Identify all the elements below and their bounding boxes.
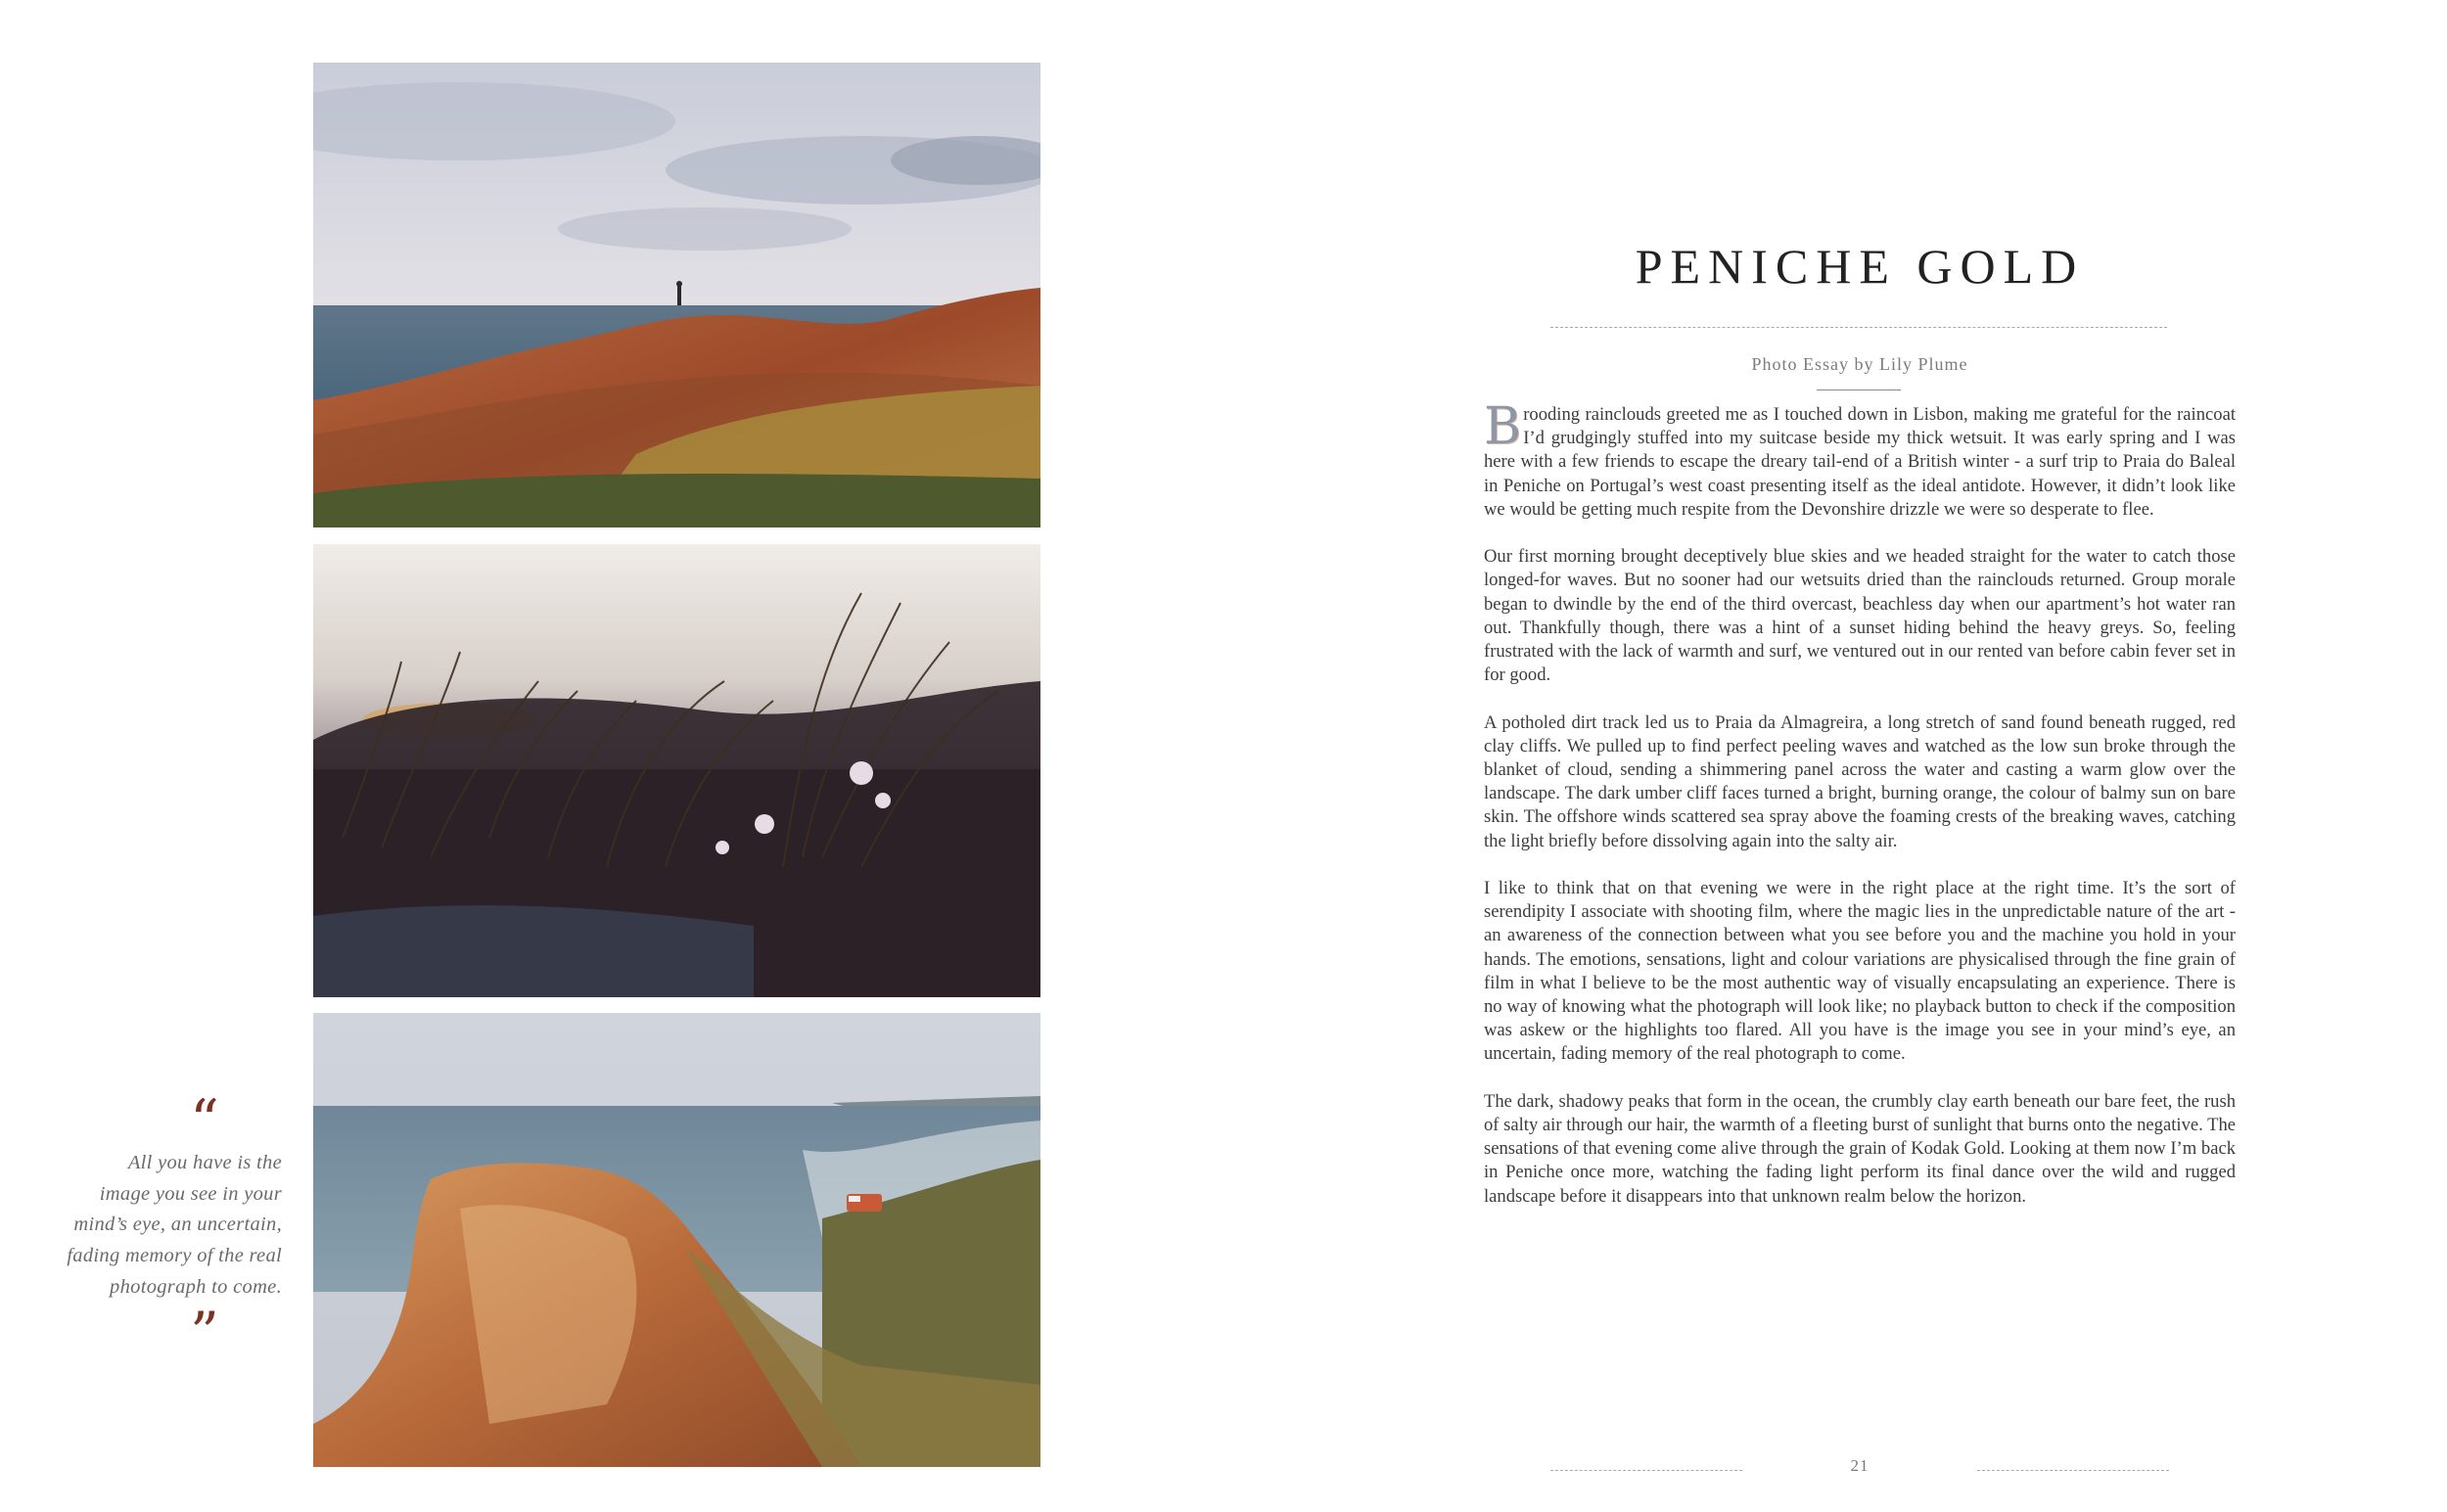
paragraph: Our first morning brought deceptively blue skies and we headed straight for the water to catch those longed-for waves. But no sooner had our wetsuits dried than the rainclouds returned. Group morale began to dwindle by the end of the third overcast, beachless day when our apartment’s hot water ran out. Thankfully though, there was a hint of a sunset hiding behind the heavy greys. So, feeling frustrated with the lack of warmth and surf, we ventured out in our rented van before cabin fever set in for good. [1484,546,2236,686]
footer-divider-right [1977,1470,2169,1471]
pull-quote-line: photograph to come. [110,1275,282,1298]
paragraph: A potholed dirt track led us to Praia da Almagreira, a long stretch of sand found beneath rugged, red clay cliffs. We pulled up to find perfect peeling waves and watched as the low sun broke through the blanket of cloud, sending a shimmering panel across the water and casting a warm glow over the landscape. The dark umber cliff faces turned a bright, burning orange, the colour of balmy sun on bare skin. The offshore winds scattered sea spray above the foaming crests of the breaking waves, catching the light briefly before dissolving again into the salty air. [1484,711,2236,851]
pull-quote-line: All you have is the [127,1152,282,1173]
page-number: 21 [1850,1456,1870,1475]
clay-cliff-beach-photo [313,1013,1040,1467]
pull-quote-line: fading memory of the real [67,1245,282,1267]
pull-quote-line: mind’s eye, an uncertain, [73,1214,282,1236]
paragraph: I like to think that on that evening we were in the right place at the right time. It’s the sort of serendipity I associate with shooting film, where the magic lies in the unpredictable nature of the art - an awareness of the connection between what you see before you and the machine you hold in your hands. The emotions, sensations, light and colour variations are physicalised through the fine grain of film in what I believe to be the most authentic way of visually encapsulating an experience. There is no way of knowing what the photograph will look like; no playback button to check if the composition was askew or the highlights too flared. All you have is the image you see in your mind’s eye, an uncertain, fading memory of the real photograph to come. [1484,878,2236,1065]
byline-underline [1817,389,1901,390]
article-title: PENICHE GOLD [1635,239,2085,294]
open-quote-mark: “ [190,1087,219,1154]
cliff-top-seascape-photo [313,63,1040,527]
pull-quote-line: image you see in your [99,1182,282,1205]
paragraph [1484,397,2236,522]
title-divider [1550,327,2167,328]
paragraph: The dark, shadowy peaks that form in the ocean, the crumbly clay earth beneath our bare feet, the rush of salty air through our hair, the warmth of a fleeting burst of sunlight that burns onto the negative. The sensations of that evening come alive through the grain of Kodak Gold. Looking at them now I’m back in Peniche once more, watching the fading light perform its final dance over the wild and rugged landscape before it disappears into that unknown realm below the horizon. [1484,1090,2236,1207]
pull-quote [59,1087,282,1366]
pull-quote-text [59,1148,282,1304]
article-body [1484,397,2236,1232]
close-quote-mark: ” [190,1299,219,1366]
drop-cap: B [1484,397,1522,456]
paragraph-text: rooding rainclouds greeted me as I touched down in Lisbon, making me grateful for the raincoat I’d grudgingly stuffed into my suitcase beside my thick wetsuit. It was early spring and I was here with a few friends to escape the dreary tail-end of a British winter - a surf trip to Praia do Baleal in Peniche on Portugal’s west coast presenting itself as the ideal antidote. However, it didn’t look like we would be getting much respite from the Devonshire drizzle we were so desperate to flee. [1484,404,2236,520]
sunset-grass-flowers-photo [313,544,1040,997]
footer-divider-left [1550,1470,1742,1471]
byline: Photo Essay by Lily Plume [1751,354,1968,374]
